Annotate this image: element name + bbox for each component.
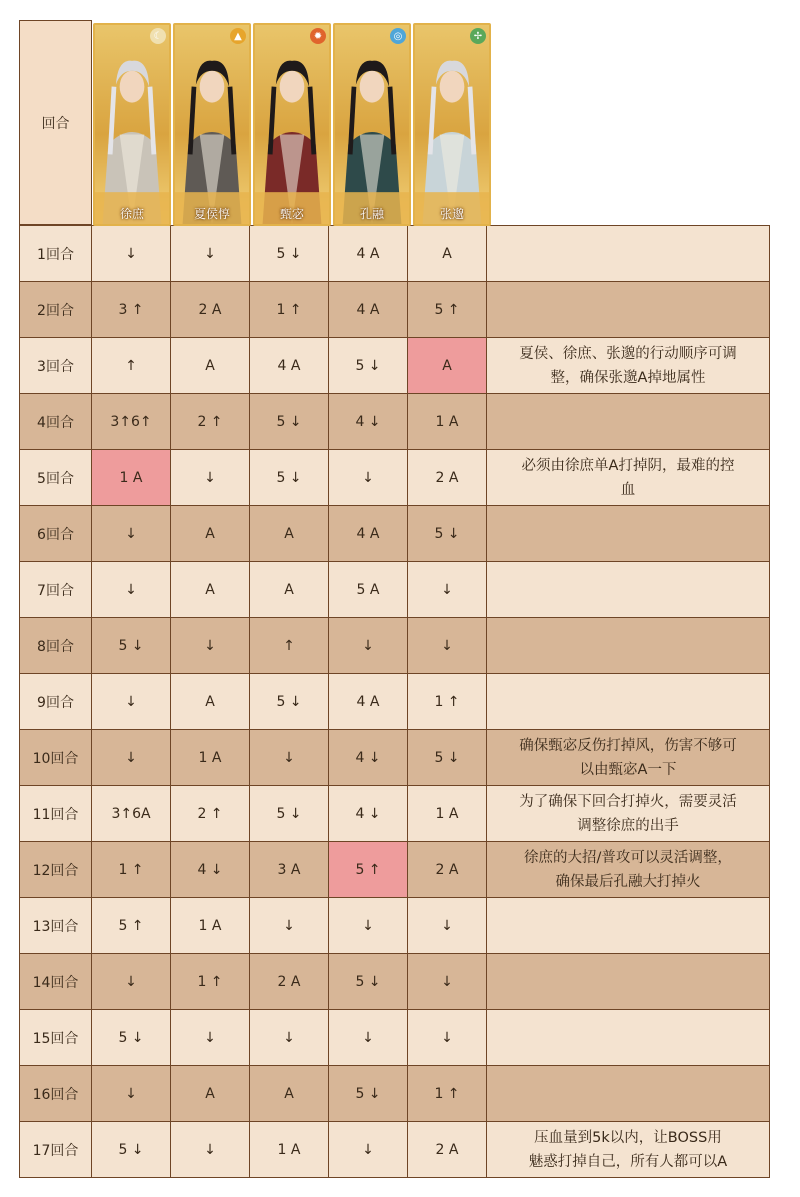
action-cell: 1 A <box>249 1121 329 1178</box>
table-row <box>20 226 770 282</box>
action-cell: ↓ <box>91 561 171 618</box>
note-cell <box>486 785 770 842</box>
action-cell: 5 ↓ <box>407 729 487 786</box>
action-cell: 4 ↓ <box>170 841 250 898</box>
action-cell: A <box>170 673 250 730</box>
round-label: 17回合 <box>19 1121 92 1178</box>
table-row <box>20 450 770 506</box>
wind-icon: ✢ <box>470 28 486 44</box>
table-row <box>20 618 770 674</box>
action-cell: 5 ↓ <box>91 617 171 674</box>
round-label: 15回合 <box>19 1009 92 1066</box>
hero-portrait <box>333 23 411 226</box>
action-cell: 5 ↑ <box>407 281 487 338</box>
strategy-table <box>20 21 770 1178</box>
note-line: 以由甄宓A一下 <box>579 761 677 778</box>
action-cell: ↓ <box>170 1009 250 1066</box>
action-cell: 5 ↑ <box>328 841 408 898</box>
action-cell: 1 A <box>407 393 487 450</box>
hero-card-zhen-mi <box>252 21 332 226</box>
action-cell: 5 ↓ <box>328 953 408 1010</box>
action-cell: A <box>249 505 329 562</box>
hero-name: 徐庶 <box>119 207 144 221</box>
action-cell: 4 A <box>328 281 408 338</box>
hero-illustration <box>175 25 249 224</box>
table-row <box>20 842 770 898</box>
action-cell: 5 ↑ <box>91 897 171 954</box>
action-cell: 5 ↓ <box>249 673 329 730</box>
round-column-header <box>19 20 92 225</box>
note-line: 必须由徐庶单A打掉阴，最难的控 <box>521 457 735 474</box>
action-cell: A <box>249 561 329 618</box>
action-cell: 3 ↑ <box>91 281 171 338</box>
note-cell <box>486 1121 770 1178</box>
note-cell <box>486 1009 770 1066</box>
action-cell: A <box>407 225 487 282</box>
note-cell <box>486 225 770 282</box>
action-cell: 1 A <box>170 897 250 954</box>
action-cell: ↓ <box>328 1121 408 1178</box>
round-label: 16回合 <box>19 1065 92 1122</box>
moon-icon: ☾ <box>150 28 166 44</box>
action-cell: 1 A <box>407 785 487 842</box>
action-cell: ↓ <box>407 1009 487 1066</box>
action-cell: 3↑6↑ <box>91 393 171 450</box>
action-cell: ↓ <box>170 1121 250 1178</box>
action-cell: ↓ <box>249 729 329 786</box>
action-cell: ↓ <box>328 449 408 506</box>
round-label: 4回合 <box>19 393 92 450</box>
action-cell: 1 A <box>91 449 171 506</box>
action-cell: ↓ <box>170 225 250 282</box>
note-cell <box>486 505 770 562</box>
action-cell: 5 ↓ <box>249 393 329 450</box>
round-label: 13回合 <box>19 897 92 954</box>
action-cell: ↓ <box>91 673 171 730</box>
action-cell: 4 A <box>328 505 408 562</box>
action-cell: A <box>170 505 250 562</box>
hero-card-zhang-miao <box>412 21 492 226</box>
action-cell: 4 ↓ <box>328 785 408 842</box>
table-row <box>20 562 770 618</box>
action-cell: ↓ <box>407 561 487 618</box>
note-cell <box>486 1065 770 1122</box>
table-row <box>20 898 770 954</box>
table-row <box>20 1010 770 1066</box>
note-line: 整，确保张邈A掉地属性 <box>550 369 706 386</box>
action-cell: 3 A <box>249 841 329 898</box>
note-cell <box>486 561 770 618</box>
round-label: 7回合 <box>19 561 92 618</box>
note-cell <box>486 673 770 730</box>
table-row <box>20 674 770 730</box>
note-cell <box>486 841 770 898</box>
action-cell: A <box>170 1065 250 1122</box>
table-row <box>20 786 770 842</box>
action-cell: ↓ <box>170 449 250 506</box>
hero-card-kong-rong <box>332 21 412 226</box>
action-cell: 4 A <box>328 673 408 730</box>
hero-illustration <box>255 25 329 224</box>
round-label: 5回合 <box>19 449 92 506</box>
action-cell: 5 ↓ <box>407 505 487 562</box>
action-cell: ↓ <box>91 225 171 282</box>
note-line: 调整徐庶的出手 <box>577 817 679 834</box>
action-cell: 5 ↓ <box>328 337 408 394</box>
hero-portrait <box>253 23 331 226</box>
action-cell: ↓ <box>249 1009 329 1066</box>
hero-card-xu-shu <box>92 21 172 226</box>
action-cell: A <box>170 337 250 394</box>
action-cell: 5 ↓ <box>249 785 329 842</box>
table-row <box>20 282 770 338</box>
action-cell: 1 A <box>170 729 250 786</box>
round-label: 9回合 <box>19 673 92 730</box>
table-row <box>20 1066 770 1122</box>
action-cell: ↓ <box>91 505 171 562</box>
action-cell: A <box>249 1065 329 1122</box>
action-cell: 4 A <box>328 225 408 282</box>
action-cell: ↓ <box>249 897 329 954</box>
note-cell <box>486 281 770 338</box>
hero-name: 甄宓 <box>279 207 304 221</box>
action-cell: 2 A <box>407 1121 487 1178</box>
hero-illustration <box>415 25 489 224</box>
action-cell: 2 A <box>249 953 329 1010</box>
hero-portrait <box>93 23 171 226</box>
action-cell: 5 ↓ <box>91 1009 171 1066</box>
action-cell: 5 ↓ <box>328 1065 408 1122</box>
action-cell: 5 ↓ <box>249 449 329 506</box>
note-line: 压血量到5k以内，让BOSS用 <box>534 1129 722 1146</box>
round-label: 2回合 <box>19 281 92 338</box>
action-cell: ↑ <box>249 617 329 674</box>
note-line: 魅惑打掉自己，所有人都可以A <box>528 1153 728 1170</box>
action-cell: 2 A <box>407 449 487 506</box>
note-line: 血 <box>620 481 636 498</box>
table-row <box>20 506 770 562</box>
hero-name: 张邈 <box>439 207 464 221</box>
action-cell: 4 ↓ <box>328 393 408 450</box>
action-cell: ↓ <box>328 617 408 674</box>
action-cell: ↑ <box>91 337 171 394</box>
table-row <box>20 338 770 394</box>
round-label: 1回合 <box>19 225 92 282</box>
action-cell: ↓ <box>407 617 487 674</box>
action-cell: 4 A <box>249 337 329 394</box>
hero-portrait <box>173 23 251 226</box>
action-cell: 2 A <box>170 281 250 338</box>
hero-name: 孔融 <box>359 207 384 221</box>
earth-icon: ▲ <box>230 28 246 44</box>
action-cell: 2 A <box>407 841 487 898</box>
round-label: 11回合 <box>19 785 92 842</box>
round-header-label: 回合 <box>41 115 70 132</box>
action-cell: ↓ <box>170 617 250 674</box>
hero-illustration <box>95 25 169 224</box>
action-cell: 2 ↑ <box>170 785 250 842</box>
action-cell: 1 ↑ <box>407 1065 487 1122</box>
note-cell <box>486 393 770 450</box>
water-icon: ◎ <box>390 28 406 44</box>
action-cell: ↓ <box>91 1065 171 1122</box>
table-row <box>20 394 770 450</box>
note-line: 夏侯、徐庶、张邈的行动顺序可调 <box>519 345 737 362</box>
note-cell <box>486 729 770 786</box>
round-label: 8回合 <box>19 617 92 674</box>
hero-card-xiahou-dun <box>172 21 252 226</box>
note-cell <box>486 449 770 506</box>
note-line: 确保甄宓反伤打掉风，伤害不够可 <box>519 737 737 754</box>
table-row <box>20 1122 770 1178</box>
action-cell: 1 ↑ <box>170 953 250 1010</box>
action-cell: 1 ↑ <box>249 281 329 338</box>
round-label: 14回合 <box>19 953 92 1010</box>
round-label: 12回合 <box>19 841 92 898</box>
round-label: 6回合 <box>19 505 92 562</box>
action-cell: 5 A <box>328 561 408 618</box>
action-cell: 2 ↑ <box>170 393 250 450</box>
action-cell: 1 ↑ <box>407 673 487 730</box>
action-cell: 3↑6A <box>91 785 171 842</box>
hero-name: 夏侯惇 <box>193 207 230 221</box>
round-label: 10回合 <box>19 729 92 786</box>
note-cell <box>486 897 770 954</box>
note-line: 确保最后孔融大打掉火 <box>555 873 701 890</box>
action-cell: ↓ <box>328 897 408 954</box>
action-cell: ↓ <box>328 1009 408 1066</box>
action-cell: 4 ↓ <box>328 729 408 786</box>
hero-illustration <box>335 25 409 224</box>
action-cell: 5 ↓ <box>91 1121 171 1178</box>
action-cell: ↓ <box>407 897 487 954</box>
action-cell: 5 ↓ <box>249 225 329 282</box>
note-cell <box>486 617 770 674</box>
action-cell: 1 ↑ <box>91 841 171 898</box>
round-label: 3回合 <box>19 337 92 394</box>
fire-icon: ✹ <box>310 28 326 44</box>
header-row <box>20 21 770 226</box>
action-cell: A <box>170 561 250 618</box>
action-cell: A <box>407 337 487 394</box>
note-cell <box>486 953 770 1010</box>
action-cell: ↓ <box>91 953 171 1010</box>
hero-portrait <box>413 23 491 226</box>
action-cell: ↓ <box>407 953 487 1010</box>
note-line: 为了确保下回合打掉火，需要灵活 <box>519 793 737 810</box>
note-line: 徐庶的大招/普攻可以灵活调整， <box>524 849 732 866</box>
table-row <box>20 730 770 786</box>
note-cell <box>486 337 770 394</box>
table-body <box>20 226 770 1178</box>
notes-column-header <box>491 20 770 225</box>
table-row <box>20 954 770 1010</box>
action-cell: ↓ <box>91 729 171 786</box>
